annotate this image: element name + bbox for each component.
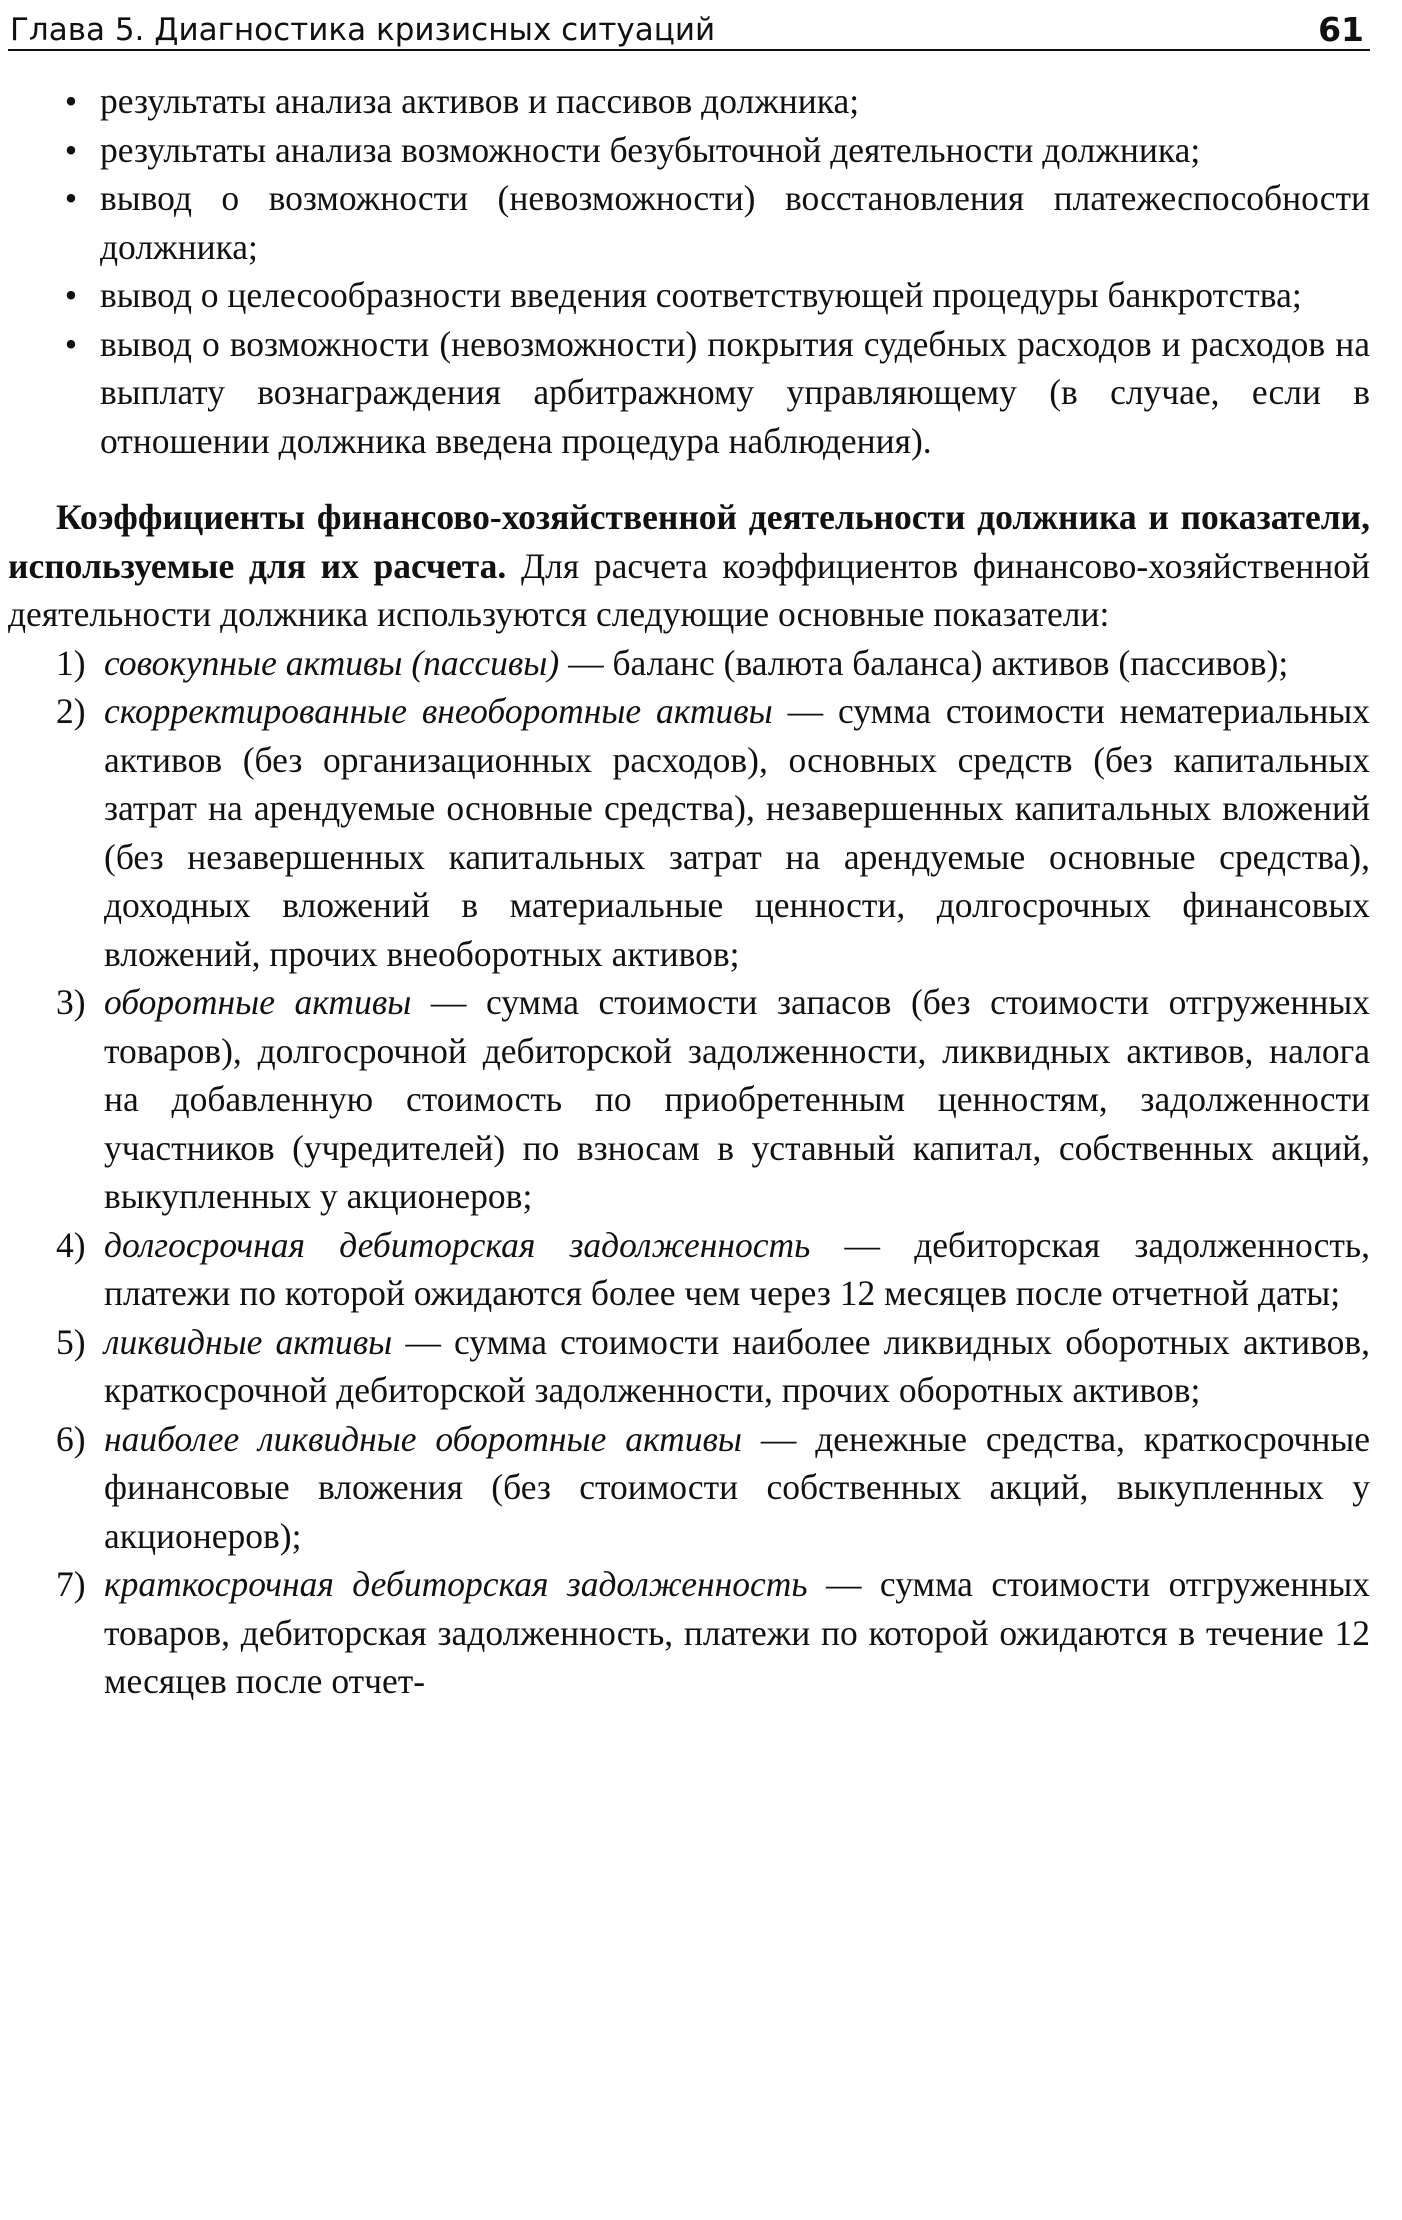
- item-number: 4): [56, 1224, 86, 1265]
- definition-text: — баланс (валюта баланса) активов (пассивов);: [559, 642, 1289, 683]
- conclusions-list: [56, 77, 1370, 465]
- definition-item: [56, 1221, 1370, 1318]
- definition-text: — сумма стоимости запасов (без стоимости отгруженных товаров), долгосрочной дебиторской задолженности, ликвидных активов, налога на добавленную стоимость по приобретенным ценностям, задолженности участников (учредителей) по взносам в уставный капитал, собственных акций, выкупленных у акционеров;: [104, 982, 1370, 1216]
- section-paragraph: [8, 493, 1370, 639]
- definition-term: ликвидные активы: [104, 1321, 393, 1362]
- list-item-text: результаты анализа активов и пассивов должника;: [100, 81, 860, 121]
- list-item-text: вывод о возможности (невозможности) восстановления платежеспособности должника;: [100, 178, 1370, 267]
- running-header: [8, 0, 1370, 51]
- definition-term: краткосрочная дебиторская задолженность: [104, 1564, 808, 1604]
- chapter-title: Глава 5. Диагностика кризисных ситуаций: [10, 12, 716, 48]
- definition-term: наиболее ликвидные оборотные активы: [104, 1418, 742, 1459]
- page-number: 61: [1318, 10, 1364, 49]
- item-number: 3): [56, 982, 86, 1022]
- definition-text: — дебиторская задолженность, платежи по которой ожидаются более чем через 12 месяцев после отчетной даты;: [104, 1224, 1370, 1313]
- bullet-icon: •: [64, 81, 78, 121]
- item-number: 5): [56, 1321, 86, 1362]
- list-item: [64, 126, 1370, 175]
- list-item-text: вывод о возможности (невозможности) покрытия судебных расходов и расходов на выплату вознаграждения арбитражному управляющему (в случае, если в отношении должника введена процедура наблюдения).: [100, 323, 1370, 461]
- definition-term: долгосрочная дебиторская задолженность: [104, 1224, 811, 1265]
- item-number: 1): [56, 642, 86, 683]
- indicators-list: [56, 639, 1370, 1706]
- definition-term: оборотные активы: [104, 982, 412, 1022]
- definition-text: — денежные средства, краткосрочные финансовые вложения (без стоимости собственных акций, выкупленных у акционеров);: [104, 1418, 1370, 1556]
- bullet-icon: •: [64, 323, 78, 364]
- list-item-text: вывод о целесообразности введения соответствующей процедуры банкротства;: [100, 275, 1302, 315]
- item-number: 6): [56, 1418, 86, 1459]
- list-item: [64, 320, 1370, 466]
- list-item: [64, 174, 1370, 271]
- definition-item: [56, 1560, 1370, 1706]
- definition-text: — сумма стоимости отгруженных товаров, дебиторская задолженность, платежи по которой ожидаются в течение 12 месяцев после отчет-: [104, 1564, 1370, 1701]
- page-body: [8, 51, 1370, 1706]
- definition-item: [56, 1318, 1370, 1415]
- item-number: 7): [56, 1564, 86, 1604]
- definition-item: [56, 687, 1371, 978]
- list-item: [64, 77, 1370, 126]
- definition-term: скорректированные внеоборотные активы: [104, 691, 773, 731]
- definition-item: [56, 639, 1370, 688]
- list-item-text: результаты анализа возможности безубыточной деятельности должника;: [100, 129, 1201, 170]
- definition-text: — сумма стоимости наиболее ликвидных оборотных активов, краткосрочной дебиторской задолженности, прочих оборотных активов;: [104, 1321, 1370, 1410]
- definition-text: — сумма стоимости нематериальных активов (без организационных расходов), основных средств (без капитальных затрат на арендуемые основные средства), незавершенных капитальных вложений (без незавершенных капитальных затрат на арендуемые основные средства), доходных вложений в материальные ценности, долгосрочных финансовых вложений, прочих внеоборотных активов;: [104, 691, 1371, 974]
- paragraph-text: Для расчета коэффициентов финансово-хозяйственной деятельности должника используются следующие основные показатели:: [8, 545, 1371, 634]
- bullet-icon: •: [64, 275, 78, 315]
- definition-item: [56, 1415, 1370, 1561]
- item-number: 2): [56, 691, 86, 731]
- section-heading-inline: Коэффициенты финансово-хозяйственной деятельности должника и показатели, используемые для их расчета.: [8, 497, 1370, 586]
- definition-term: совокупные активы (пассивы): [104, 642, 560, 683]
- bullet-icon: •: [64, 178, 78, 218]
- bullet-icon: •: [64, 129, 78, 170]
- list-item: [64, 271, 1370, 320]
- definition-item: [56, 978, 1370, 1221]
